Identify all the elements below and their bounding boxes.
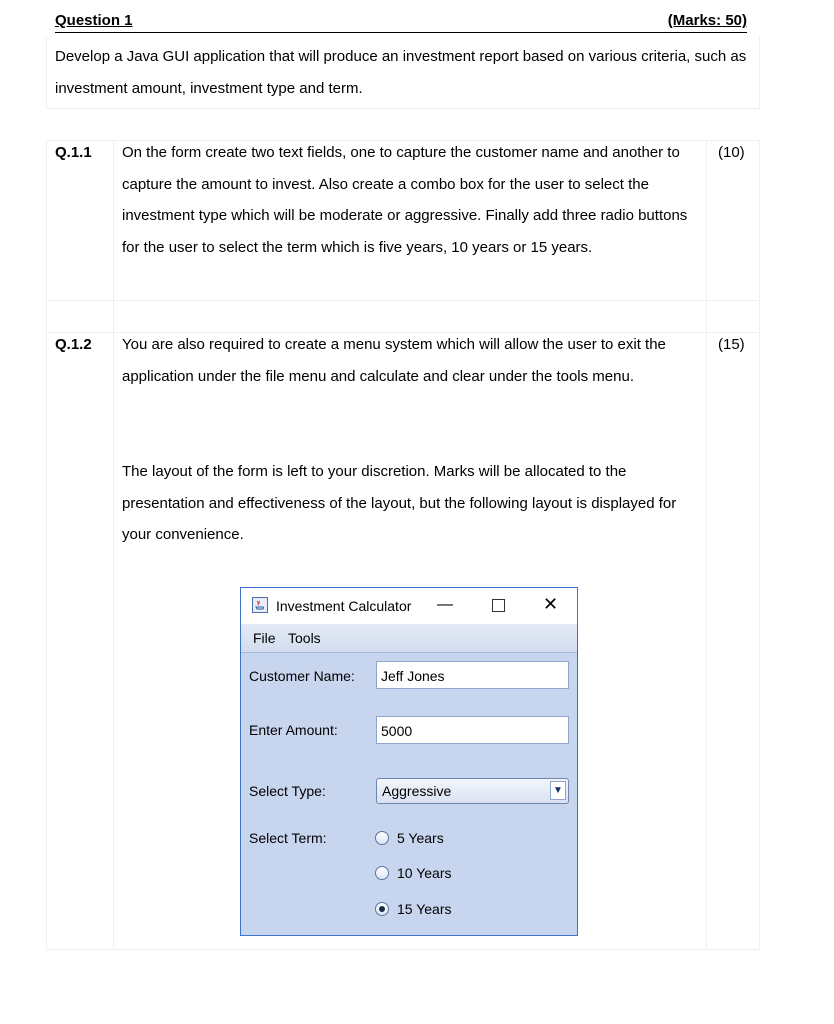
radio-15-years-label: 15 Years (397, 901, 452, 917)
window-title-bar (241, 588, 577, 624)
investment-calculator-window (240, 587, 578, 936)
q1-2-text: You are also required to create a menu system which will allow the user to exit the application under the file menu and calculate and clear under the tools menu. (122, 336, 666, 385)
radio-5-years[interactable] (375, 829, 444, 847)
table-divider (706, 140, 707, 948)
radio-circle-icon[interactable] (375, 831, 389, 845)
question-header (55, 12, 747, 29)
radio-15-years[interactable] (375, 900, 452, 918)
radio-10-years-label: 10 Years (397, 865, 452, 881)
customer-name-label: Customer Name: (249, 668, 355, 684)
table-divider (113, 140, 114, 948)
customer-name-input[interactable]: Jeff Jones (376, 661, 569, 689)
q1-1-marks: (10) (718, 144, 745, 161)
type-combo-value: Aggressive (382, 783, 452, 799)
table-divider (46, 300, 758, 301)
q1-2-text-2: The layout of the form is left to your discretion. Marks will be allocated to the presentation and effectiveness of the layout, but the following layout is displayed for your convenience. (122, 463, 677, 544)
term-label: Select Term: (249, 830, 327, 846)
maximize-icon[interactable] (492, 599, 505, 612)
type-label: Select Type: (249, 783, 326, 799)
intro-text: Develop a Java GUI application that will produce an investment report based on various criteria, such as investment amount, investment type and term. (55, 48, 747, 97)
radio-10-years[interactable] (375, 864, 452, 882)
minimize-icon[interactable]: — (437, 596, 453, 613)
menu-file[interactable]: File (253, 630, 276, 646)
radio-5-years-label: 5 Years (397, 830, 444, 846)
amount-input[interactable]: 5000 (376, 716, 569, 744)
chevron-down-icon[interactable]: ▼ (550, 781, 566, 800)
java-app-icon (252, 597, 268, 613)
question-marks: (Marks: 50) (667, 12, 747, 29)
question-title: Question 1 (55, 12, 133, 29)
radio-checked-icon[interactable] (375, 902, 389, 916)
header-rule (55, 32, 747, 33)
q1-1-text: On the form create two text fields, one to capture the customer name and another to capture the amount to invest. Also create a combo box for the user to select the investment type which will be moderate or aggressive. Finally add three radio buttons for the user to select the term which is five years, 10 years or 15 years. (122, 144, 688, 256)
amount-label: Enter Amount: (249, 722, 338, 738)
radio-circle-icon[interactable] (375, 866, 389, 880)
q1-2-marks: (15) (718, 336, 745, 353)
q1-1-number: Q.1.1 (55, 144, 92, 161)
menu-tools[interactable]: Tools (288, 630, 321, 646)
q1-2-number: Q.1.2 (55, 336, 92, 353)
window-title: Investment Calculator (276, 598, 412, 614)
type-combo-box[interactable] (376, 778, 569, 804)
close-icon[interactable]: ✕ (543, 594, 559, 614)
